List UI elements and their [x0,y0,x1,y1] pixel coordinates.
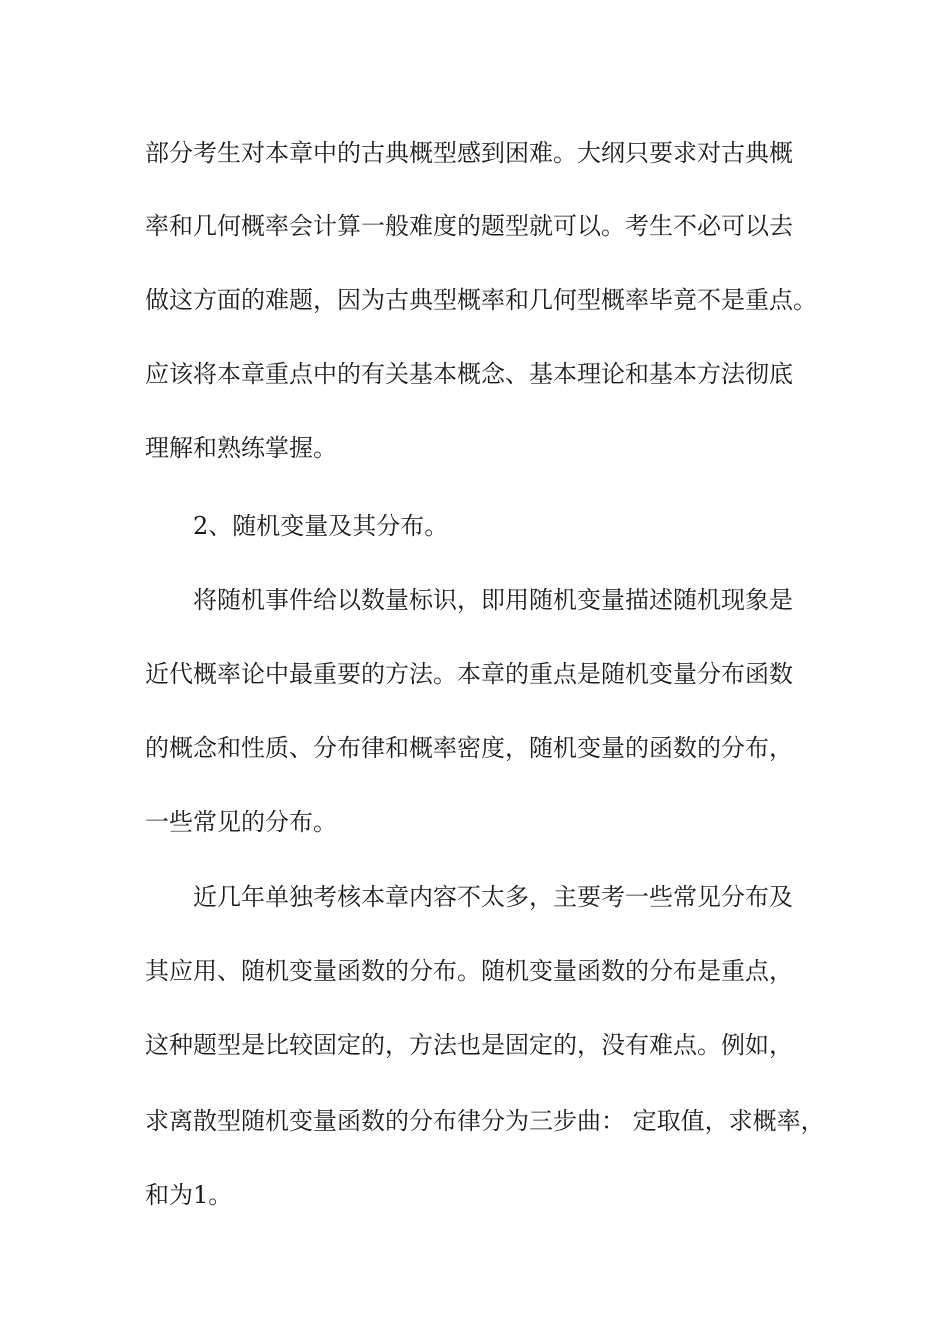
section-heading: 2、随机变量及其分布。 [193,512,449,540]
paragraph-line: 这种题型是比较固定的，方法也是固定的，没有难点。例如， [145,1031,793,1059]
paragraph-line: 部分考生对本章中的古典概型感到困难。大纲只要求对古典概 [145,139,793,167]
paragraph-line: 和为1。 [145,1181,233,1209]
paragraph-line: 其应用、随机变量函数的分布。随机变量函数的分布是重点， [145,957,793,985]
paragraph-line: 将随机事件给以数量标识，即用随机变量描述随机现象是 [193,586,793,614]
paragraph-line: 理解和熟练掌握。 [145,434,337,462]
paragraph-line: 近几年单独考核本章内容不太多，主要考一些常见分布及 [193,883,793,911]
paragraph-line: 一些常见的分布。 [145,808,337,836]
paragraph-line: 率和几何概率会计算一般难度的题型就可以。考生不必可以去 [145,212,793,240]
paragraph-line: 求离散型随机变量函数的分布律分为三步曲： 定取值，求概率， [145,1107,825,1135]
paragraph-line: 近代概率论中最重要的方法。本章的重点是随机变量分布函数 [145,660,793,688]
paragraph-line: 的概念和性质、分布律和概率密度，随机变量的函数的分布， [145,734,793,762]
paragraph-line: 做这方面的难题，因为古典型概率和几何型概率毕竟不是重点。 [145,286,817,314]
paragraph-line: 应该将本章重点中的有关基本概念、基本理论和基本方法彻底 [145,360,793,388]
